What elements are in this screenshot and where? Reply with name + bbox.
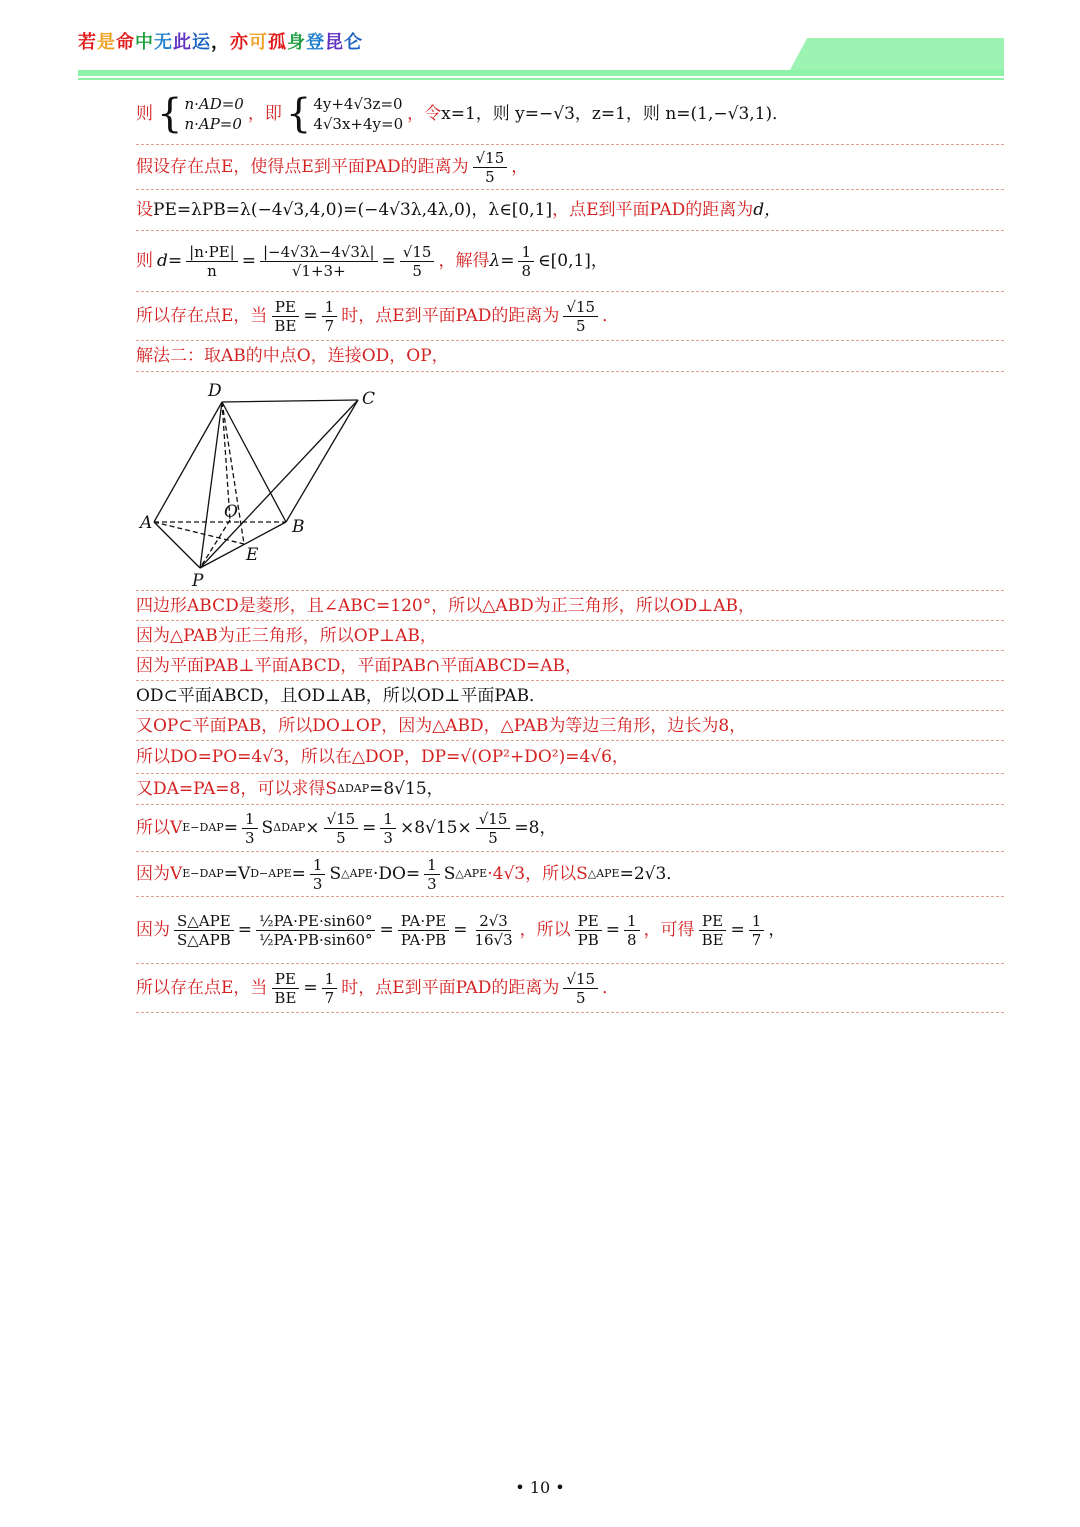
- text: =: [223, 818, 238, 838]
- motto-char: 无: [154, 32, 173, 53]
- pyramid-diagram: [136, 372, 436, 590]
- edge-op: [200, 520, 230, 568]
- fraction: [322, 970, 338, 1007]
- line-conclusion-2: [136, 964, 1004, 1013]
- subscript: ΔDAP: [273, 821, 306, 834]
- fraction: [471, 912, 515, 949]
- numerator: 1: [424, 856, 440, 875]
- numerator: 1: [518, 243, 534, 262]
- denominator: 3: [312, 874, 323, 893]
- numerator: 1: [310, 856, 326, 875]
- fraction: [260, 243, 378, 280]
- fraction: [699, 912, 727, 949]
- line-distance: 则 d= $\frac{|n\cdot PE|}{n}$ = $\frac{|-4√3\lambda-4√3\lambda|}{√1+3+}$ = $\frac{√15}{5}$ ，解得 λ= $\frac{1}{8}$ ∈[0,1]，: [136, 231, 1004, 292]
- text: 时，点E到平面PAD的距离为: [341, 978, 560, 998]
- line-od-perp: [136, 681, 1004, 711]
- label-c: C: [362, 389, 376, 409]
- line-normal-vector: [136, 84, 1004, 145]
- text: ·DO=: [372, 864, 421, 884]
- header-rule: [78, 78, 1004, 80]
- denominator: BE: [701, 930, 724, 949]
- text: =: [453, 920, 468, 940]
- text: =2√3．: [619, 864, 684, 884]
- fraction: [174, 912, 234, 949]
- label-e: E: [246, 545, 259, 565]
- denominator: 5: [488, 828, 498, 847]
- denominator: 3: [383, 828, 393, 847]
- text: ，所以: [519, 920, 571, 940]
- subscript: E−DAP: [182, 821, 224, 834]
- fraction: [563, 298, 598, 335]
- motto-char: 登: [306, 32, 325, 53]
- label-p: P: [192, 571, 204, 590]
- line-op-perp: [136, 621, 1004, 651]
- denominator: PA·PB: [400, 930, 447, 949]
- edge-da: [154, 402, 222, 522]
- numerator: 2√3: [476, 912, 511, 931]
- numerator: PA·PE: [398, 912, 449, 931]
- text: ·4√3，所以S: [487, 864, 588, 884]
- motto-char: 中: [135, 32, 154, 53]
- text: S: [329, 864, 342, 884]
- denominator: 5: [485, 167, 495, 186]
- denominator: 5: [412, 261, 422, 280]
- denominator: 5: [575, 988, 586, 1007]
- denominator: BE: [274, 316, 297, 335]
- text: =: [730, 920, 745, 940]
- fraction: [322, 298, 338, 335]
- numerator: ½PA·PE·sin60°: [256, 912, 375, 931]
- fraction: [575, 912, 602, 949]
- motto-char: 可: [249, 32, 268, 53]
- fraction: [271, 298, 299, 335]
- text: 因为平面PAB⊥平面ABCD，平面PAB∩平面ABCD=AB，: [136, 655, 582, 676]
- text: x=1，则 y=−√3，z=1，则 n=(1,−√3,1)．: [441, 104, 790, 124]
- fraction: [186, 243, 238, 280]
- text: ，即: [247, 104, 282, 124]
- text: =: [237, 920, 253, 940]
- denominator: 8: [521, 261, 532, 280]
- text: 时，点E到平面PAD的距离为: [341, 306, 560, 326]
- motto-char: 孤: [268, 32, 287, 53]
- denominator: √1+3+: [291, 261, 346, 280]
- equation: n·AP=0: [184, 115, 242, 133]
- denominator: ½PA·PB·sin60°: [259, 930, 373, 949]
- text: ．: [602, 978, 620, 998]
- text: ，: [768, 920, 786, 940]
- numerator: PE: [272, 298, 299, 317]
- equation: n·AD=0: [184, 95, 244, 113]
- subscript: D−APE: [250, 867, 292, 880]
- numerator: √15: [476, 810, 511, 829]
- edge-dc: [222, 400, 358, 402]
- line-volume: [136, 805, 1004, 852]
- line-area-ratio: [136, 897, 1004, 964]
- text: S: [261, 818, 274, 838]
- text: 又DA=PA=8，可以求得S: [136, 779, 338, 799]
- label-o: O: [224, 502, 238, 522]
- text: ，可得: [643, 920, 695, 940]
- numerator: 1: [380, 810, 396, 829]
- text: ×8√15×: [399, 818, 472, 838]
- label-a: A: [140, 513, 153, 533]
- text: ，令: [407, 104, 442, 124]
- text: 所以DO=PO=4√3，所以在△DOP，DP=√(OP²+DO²)=4√6，: [136, 747, 629, 767]
- subscript: △APE: [341, 867, 373, 880]
- header-band: [78, 70, 1004, 76]
- text: 因为: [136, 920, 170, 940]
- text: =: [303, 978, 318, 998]
- denominator: n: [207, 261, 217, 280]
- text: S: [443, 864, 456, 884]
- numerator: 1: [624, 912, 640, 931]
- text: 又OP⊂平面PAB，所以DO⊥OP，因为△ABD，△PAB为等边三角形，边长为8，: [136, 715, 747, 736]
- text: 假设存在点E，使得点E到平面PAD的距离为: [136, 157, 469, 177]
- motto-char: 是: [97, 32, 116, 53]
- line-set-pe: [136, 190, 1004, 231]
- fraction: [310, 856, 326, 893]
- denominator: 3: [427, 874, 437, 893]
- equation-system-1: { n·AD=0 n·AP=0: [157, 91, 244, 137]
- line-do-op: [136, 711, 1004, 741]
- text: d，: [753, 200, 782, 220]
- subscript: E−DAP: [182, 867, 224, 880]
- numerator: PE: [699, 912, 726, 931]
- line-dp: [136, 741, 1004, 774]
- text: d=: [157, 251, 183, 271]
- page-number: • 10 •: [515, 1478, 565, 1497]
- fraction: [624, 912, 640, 949]
- denominator: BE: [274, 988, 297, 1007]
- subscript: ΔDAP: [337, 782, 370, 795]
- fraction: [380, 810, 396, 847]
- fraction: [518, 243, 534, 280]
- text: 则: [136, 104, 153, 124]
- fraction: [242, 810, 258, 847]
- fraction: [400, 243, 435, 280]
- numerator: √15: [563, 970, 598, 989]
- denominator: 5: [575, 316, 586, 335]
- text: 四边形ABCD是菱形，且∠ABC=120°，所以△ABD为正三角形，所以OD⊥AB，: [136, 595, 756, 616]
- text: 则: [136, 251, 153, 271]
- text: 因为V: [136, 864, 183, 884]
- edge-cb: [286, 400, 358, 522]
- numerator: S△APE: [174, 912, 234, 931]
- fraction: [271, 970, 299, 1007]
- numerator: √15: [563, 298, 598, 317]
- fraction: [476, 810, 511, 847]
- numerator: 1: [322, 298, 338, 317]
- denominator: 7: [324, 988, 335, 1007]
- line-rhombus: [136, 591, 1004, 621]
- motto-char: 此: [173, 32, 192, 53]
- motto-char: 命: [116, 32, 135, 53]
- denominator: S△APB: [177, 930, 231, 949]
- numerator: √15: [400, 243, 435, 262]
- numerator: √15: [473, 149, 508, 168]
- text: =: [362, 818, 377, 838]
- denominator: 3: [244, 828, 255, 847]
- subscript: △APE: [587, 867, 620, 880]
- equation: 4y+4√3z=0: [313, 95, 403, 113]
- edge-dp: [200, 402, 222, 568]
- label-b: B: [292, 517, 305, 537]
- motto-char: 运: [192, 32, 211, 53]
- numerator: |n·PE|: [186, 243, 238, 262]
- equation-system-2: { 4y+4√3z=0 4√3x+4y=0: [285, 91, 404, 137]
- motto-char: 仑: [344, 32, 363, 53]
- edge-cp: [200, 400, 358, 568]
- denominator: 5: [336, 828, 346, 847]
- denominator: 16√3: [474, 930, 513, 949]
- text: =: [291, 864, 306, 884]
- motto-char: 昆: [325, 32, 344, 53]
- line-plane-perp: [136, 651, 1004, 681]
- numerator: √15: [324, 810, 359, 829]
- fraction: [749, 912, 765, 949]
- text: =: [605, 920, 621, 940]
- solution-content: [136, 84, 1004, 1013]
- text: ，: [511, 157, 529, 177]
- fraction: [256, 912, 375, 949]
- fraction: [324, 810, 359, 847]
- text: λ=: [489, 251, 515, 271]
- text: =8√15，: [369, 779, 444, 799]
- header-motto: [78, 28, 363, 54]
- text: ，解得: [438, 251, 490, 271]
- text: =: [379, 920, 394, 940]
- denominator: 7: [324, 316, 335, 335]
- motto-char: ，: [211, 32, 230, 53]
- equation: 4√3x+4y=0: [313, 115, 404, 133]
- text: =: [303, 306, 318, 326]
- edge-ap: [154, 522, 200, 568]
- fraction: [424, 856, 440, 893]
- line-volume-equal: [136, 852, 1004, 897]
- denominator: 7: [751, 930, 762, 949]
- text: =V: [223, 864, 251, 884]
- text: 解法二：取AB的中点O，连接OD，OP，: [136, 346, 449, 366]
- numerator: 1: [242, 810, 258, 829]
- edge-bp: [200, 522, 286, 568]
- numerator: |−4√3λ−4√3λ|: [260, 243, 378, 262]
- text: PE=λPB=λ(−4√3,4,0)=(−4√3λ,4λ,0)，λ∈[0,1]: [153, 200, 553, 220]
- header-tab-decoration: [790, 38, 1004, 70]
- text: ．: [602, 306, 620, 326]
- fraction: [563, 970, 598, 1007]
- denominator: 8: [627, 930, 637, 949]
- numerator: 1: [322, 970, 338, 989]
- line-assume: [136, 145, 1004, 190]
- line-method-two: [136, 341, 1004, 372]
- numerator: PE: [575, 912, 602, 931]
- motto-char: 亦: [230, 32, 249, 53]
- motto-char: 若: [78, 32, 97, 53]
- line-conclusion-1: [136, 292, 1004, 341]
- text: ，点E到平面PAD的距离为: [552, 200, 754, 220]
- fraction: [473, 149, 508, 186]
- text: =8，: [514, 818, 557, 838]
- edge-ae: [154, 522, 244, 544]
- label-d: D: [208, 381, 222, 401]
- subscript: △APE: [455, 867, 488, 880]
- motto-char: 身: [287, 32, 306, 53]
- text: 设: [136, 200, 153, 220]
- line-area-dap: [136, 774, 1004, 805]
- text: ∈[0,1]，: [538, 251, 608, 271]
- numerator: 1: [749, 912, 765, 931]
- text: ×: [305, 818, 320, 838]
- denominator: PB: [577, 930, 599, 949]
- text: 所以V: [136, 818, 183, 838]
- text: 所以存在点E，当: [136, 306, 268, 326]
- text: 因为△PAB为正三角形，所以OP⊥AB，: [136, 625, 437, 646]
- text: OD⊂平面ABCD，且OD⊥AB，所以OD⊥平面PAB．: [136, 685, 547, 706]
- fraction: [398, 912, 449, 949]
- geometry-figure: [136, 372, 1004, 591]
- text: 所以存在点E，当: [136, 978, 268, 998]
- numerator: PE: [272, 970, 299, 989]
